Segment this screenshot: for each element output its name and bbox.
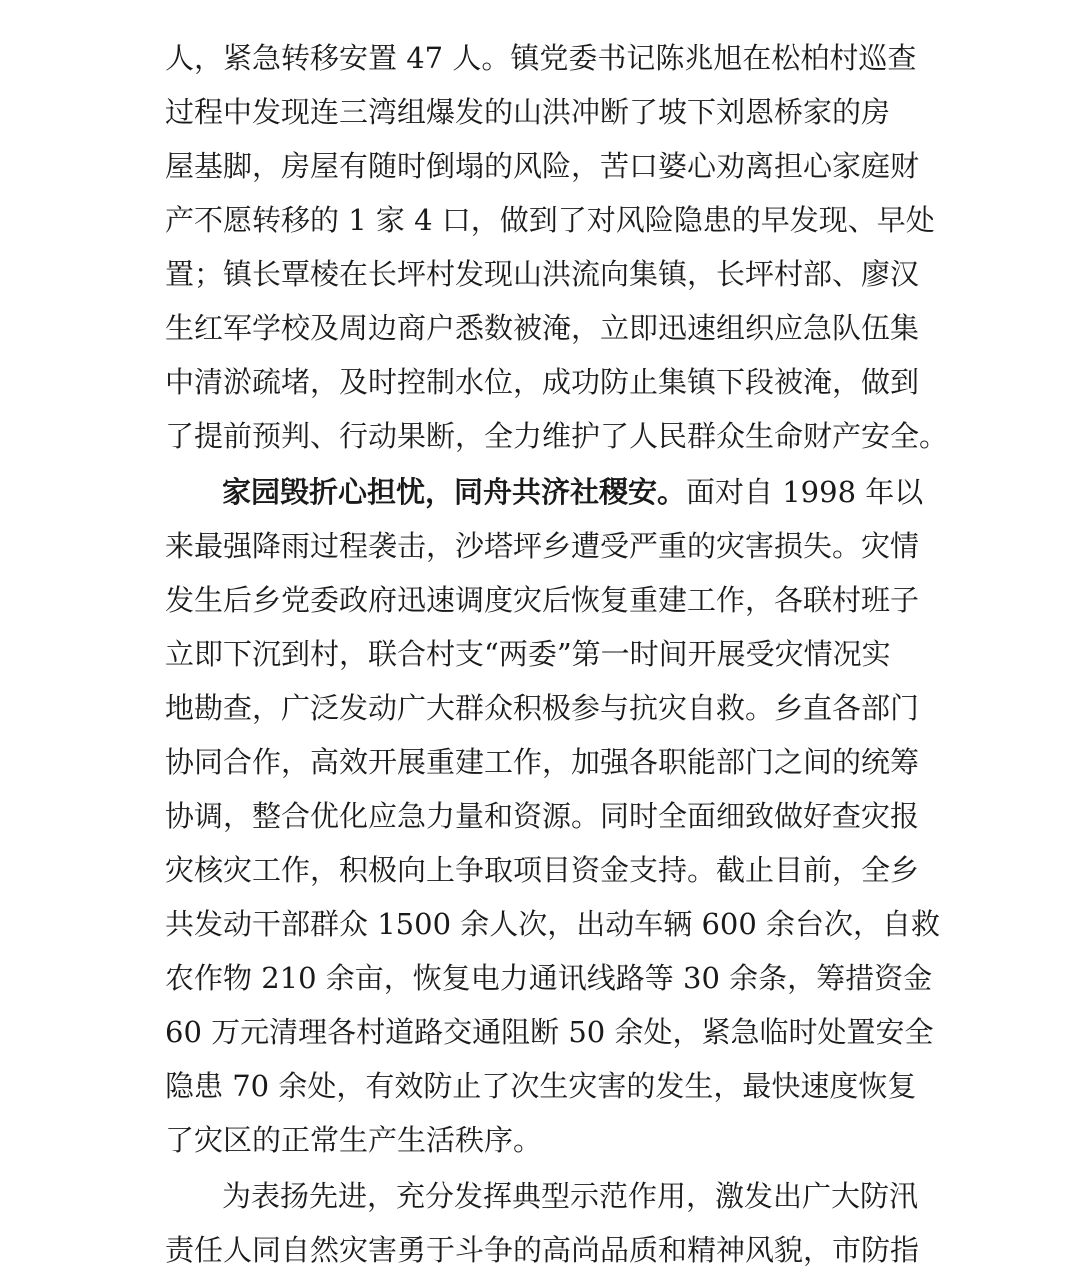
text-line: 立即下沉到村，联合村支“两委”第一时间开展受灾情况实 bbox=[165, 637, 891, 671]
text-line: 中清淤疏堵，及时控制水位，成功防止集镇下段被淹，做到 bbox=[165, 365, 920, 399]
text-line: 60 万元清理各村道路交通阻断 50 余处，紧急临时处置安全 bbox=[165, 1015, 934, 1049]
text-line: 协调，整合优化应急力量和资源。同时全面细致做好查灾报 bbox=[165, 799, 920, 833]
text-line: 过程中发现连三湾组爆发的山洪冲断了坡下刘恩桥家的房 bbox=[165, 95, 891, 129]
text-line: 共发动干部群众 1500 余人次，出动车辆 600 余台次，自救 bbox=[165, 907, 941, 941]
paragraph-first-line bbox=[222, 472, 924, 512]
text-line: 地勘查，广泛发动广大群众积极参与抗灾自救。乡直各部门 bbox=[165, 691, 920, 725]
text-line: 协同合作，高效开展重建工作，加强各职能部门之间的统筹 bbox=[165, 745, 920, 779]
text-line: 人，紧急转移安置 47 人。镇党委书记陈兆旭在松柏村巡查 bbox=[165, 41, 917, 75]
text-line: 屋基脚，房屋有随时倒塌的风险，苦口婆心劝离担心家庭财 bbox=[165, 149, 920, 183]
text-line: 农作物 210 余亩，恢复电力通讯线路等 30 余条，筹措资金 bbox=[165, 961, 933, 995]
paragraph-heading: 家园毁折心担忧，同舟共济社稷安。 bbox=[222, 475, 687, 509]
text-line: 了灾区的正常生产生活秩序。 bbox=[165, 1123, 543, 1157]
text-line: 责任人同自然灾害勇于斗争的高尚品质和精神风貌，市防指 bbox=[165, 1233, 920, 1267]
text-line: 发生后乡党委政府迅速调度灾后恢复重建工作，各联村班子 bbox=[165, 583, 920, 617]
text-line: 了提前预判、行动果断，全力维护了人民群众生命财产安全。 bbox=[165, 419, 949, 453]
text-line: 生红军学校及周边商户悉数被淹，立即迅速组织应急队伍集 bbox=[165, 311, 920, 345]
text-line: 灾核灾工作，积极向上争取项目资金支持。截止目前，全乡 bbox=[165, 853, 920, 887]
text-line: 置；镇长覃棱在长坪村发现山洪流向集镇，长坪村部、廖汉 bbox=[165, 257, 920, 291]
text-line: 产不愿转移的 1 家 4 口，做到了对风险隐患的早发现、早处 bbox=[165, 203, 935, 237]
text-line: 为表扬先进，充分发挥典型示范作用，激发出广大防汛 bbox=[222, 1179, 919, 1213]
text-line: 来最强降雨过程袭击，沙塔坪乡遭受严重的灾害损失。灾情 bbox=[165, 529, 920, 563]
text-line: 隐患 70 余处，有效防止了次生灾害的发生，最快速度恢复 bbox=[165, 1069, 917, 1103]
paragraph-text: 面对自 1998 年以 bbox=[686, 475, 924, 509]
